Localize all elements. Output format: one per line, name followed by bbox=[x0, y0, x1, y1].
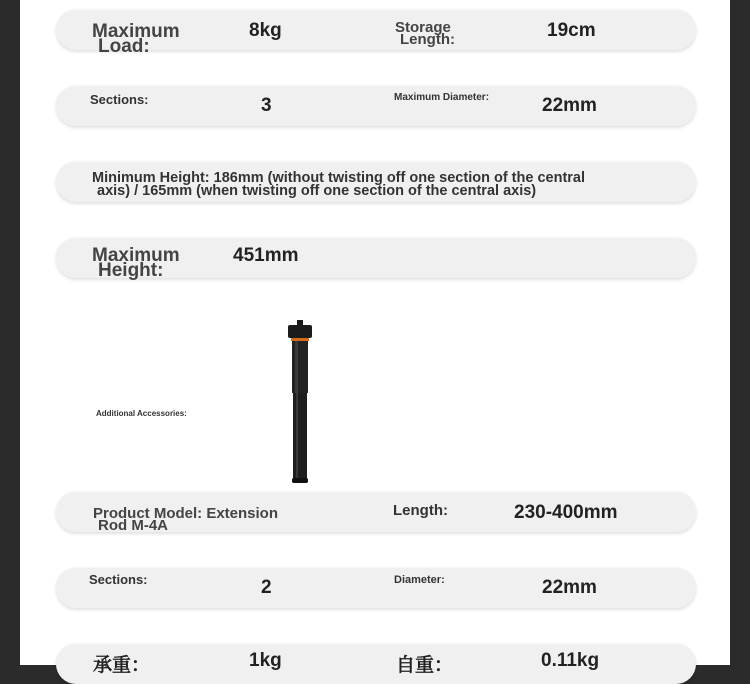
rod-bottom-cap bbox=[292, 478, 308, 483]
max-height-value: 451mm bbox=[233, 245, 299, 266]
spec-row-sections-2 bbox=[56, 568, 696, 608]
sections-label: Sections: bbox=[90, 92, 149, 107]
rod-top-collar bbox=[288, 325, 312, 338]
extension-rod-image bbox=[80, 318, 340, 488]
product-model-label bbox=[93, 505, 279, 534]
length-value: 230-400mm bbox=[514, 502, 618, 523]
diameter-value: 22mm bbox=[542, 577, 597, 598]
max-height-label bbox=[92, 245, 180, 281]
spec-row-sections bbox=[56, 86, 696, 126]
length-label: Length: bbox=[393, 502, 448, 519]
max-load-value: 8kg bbox=[249, 20, 282, 41]
max-diameter-value: 22mm bbox=[542, 95, 597, 116]
min-height-line2: axis) / 165mm (when twisting off one section of the central axis) bbox=[97, 183, 537, 199]
additional-accessories-label: Additional Accessories: bbox=[96, 409, 187, 418]
storage-length-label-line1: Storage bbox=[395, 19, 451, 36]
self-weight-value: 0.11kg bbox=[541, 650, 600, 671]
diameter-label: Diameter: bbox=[394, 574, 445, 586]
load-capacity-value: 1kg bbox=[249, 650, 282, 671]
min-height-text bbox=[92, 172, 585, 198]
storage-length-label-line2: Length: bbox=[400, 31, 455, 48]
max-height-label-line1: Maximum bbox=[92, 245, 180, 266]
spec-row-min-height bbox=[56, 162, 696, 202]
max-diameter-label: Maximum Diameter: bbox=[394, 92, 490, 103]
product-model-line1: Product Model: Extension bbox=[93, 505, 279, 522]
min-height-line1: Minimum Height: 186mm (without twisting off one section of the central bbox=[92, 170, 586, 186]
max-height-label-line2: Height: bbox=[98, 260, 164, 281]
storage-length-value: 19cm bbox=[547, 20, 596, 41]
storage-length-label bbox=[395, 19, 455, 48]
spec-row-product-model bbox=[56, 492, 696, 532]
sections-label-2: Sections: bbox=[89, 572, 148, 587]
rod-upper-section bbox=[292, 341, 308, 393]
max-load-label-line1: Maximum bbox=[92, 21, 180, 42]
self-weight-label: 自重： bbox=[396, 655, 454, 676]
spec-row-weight bbox=[56, 644, 696, 684]
sections-value: 3 bbox=[261, 95, 272, 116]
sections-value-2: 2 bbox=[261, 577, 272, 598]
rod-orange-ring bbox=[291, 338, 309, 341]
load-capacity-label: 承重： bbox=[93, 655, 151, 676]
max-load-label bbox=[92, 21, 180, 57]
spec-row-max-load bbox=[56, 10, 696, 57]
max-load-label-line2: Load: bbox=[98, 36, 150, 57]
spec-row-max-height bbox=[56, 238, 696, 281]
rod-lower-section bbox=[293, 393, 307, 483]
spec-sheet bbox=[20, 0, 730, 676]
product-model-line2: Rod M-4A bbox=[98, 517, 168, 534]
